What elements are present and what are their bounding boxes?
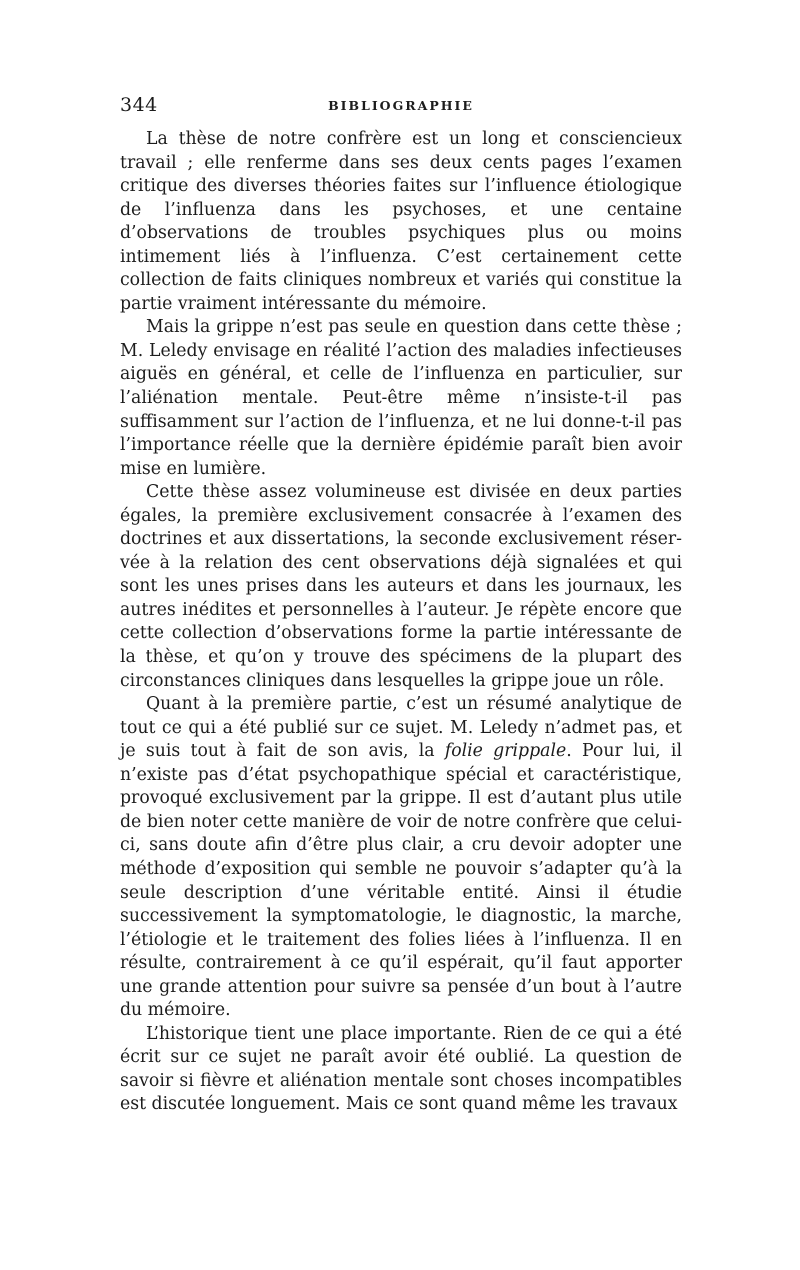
page-number: 344 — [120, 94, 158, 116]
paragraph-3: Cette thèse assez volumineuse est divisée en deux parties égales, la première exclusivement consacrée à l’examen des doctrines et aux dissertations, la seconde exclusivement réservée à la relation des cent observations déjà signalées et qui sont les unes prises dans les auteurs et dans les journaux, les autres inédites et personnelles à l’auteur. Je répète encore que cette collection d’observations forme la partie intéressante de la thèse, et qu’on y trouve des spécimens de la plupart des circonstances cliniques dans lesquelles la grippe joue un rôle. — [120, 482, 682, 691]
paragraph-4-text-after: . Pour lui, il n’existe pas d’état psychopathique spécial et caractéristique, provoqué exclusivement par la grippe. Il est d’autant plus utile de bien noter cette manière de voir de notre confrère que celui-ci, sans doute afin d’être plus clair, a cru devoir adopter une méthode d’exposition qui semble ne pouvoir s’adapter qu’à la seule description d’une véritable entité. Ainsi il étudie successivement la symptomatologie, le diagnostic, la marche, l’étiologie et le traitement des folies liées à l’influenza. Il en résulte, contrairement à ce qu’il espérait, qu’il faut apporter une grande attention pour suivre sa pensée d’un bout à l’autre du mémoire. — [120, 741, 682, 1021]
book-page — [120, 92, 682, 1117]
page-body — [120, 128, 682, 1117]
paragraph-4-text-before: Quant à la première partie, c’est un résumé analytique de tout ce qui a été publié sur ce sujet. M. Leledy n’admet pas, et je suis tout à fait de son avis, la — [120, 694, 682, 762]
paragraph-5: L’historique tient une place importante. Rien de ce qui a été écrit sur ce sujet ne paraît avoir été oublié. La question de savoir si fièvre et aliénation mentale sont choses incompatibles est discutée longuement. Mais ce sont quand même les travaux — [120, 1023, 682, 1115]
paragraph-2: Mais la grippe n’est pas seule en question dans cette thèse ; M. Leledy envisage en réalité l’action des maladies infectieuses aiguës en général, et celle de l’influenza en particulier, sur l’aliénation mentale. Peut-être même n’insiste-t-il pas suffisamment sur l’action de l’influenza, et ne lui donne-t-il pas l’importance réelle que la dernière épidémie paraît bien avoir mise en lumière. — [120, 317, 682, 479]
paragraph-4-italic-term: folie grippale — [444, 741, 567, 762]
page-header — [120, 92, 682, 120]
paragraph-1: La thèse de notre confrère est un long et consciencieux travail ; elle renferme dans ses deux cents pages l’examen critique des diverses théories faites sur l’influence étiologique de l’influenza dans les psychoses, et une centaine d’observations de troubles psychiques plus ou moins intimement liés à l’influenza. C’est certainement cette collection de faits cliniques nombreux et variés qui constitue la partie vraiment intéressante du mémoire. — [120, 129, 682, 314]
paragraph-4 — [120, 693, 682, 1023]
running-head: BIBLIOGRAPHIE — [328, 98, 474, 113]
